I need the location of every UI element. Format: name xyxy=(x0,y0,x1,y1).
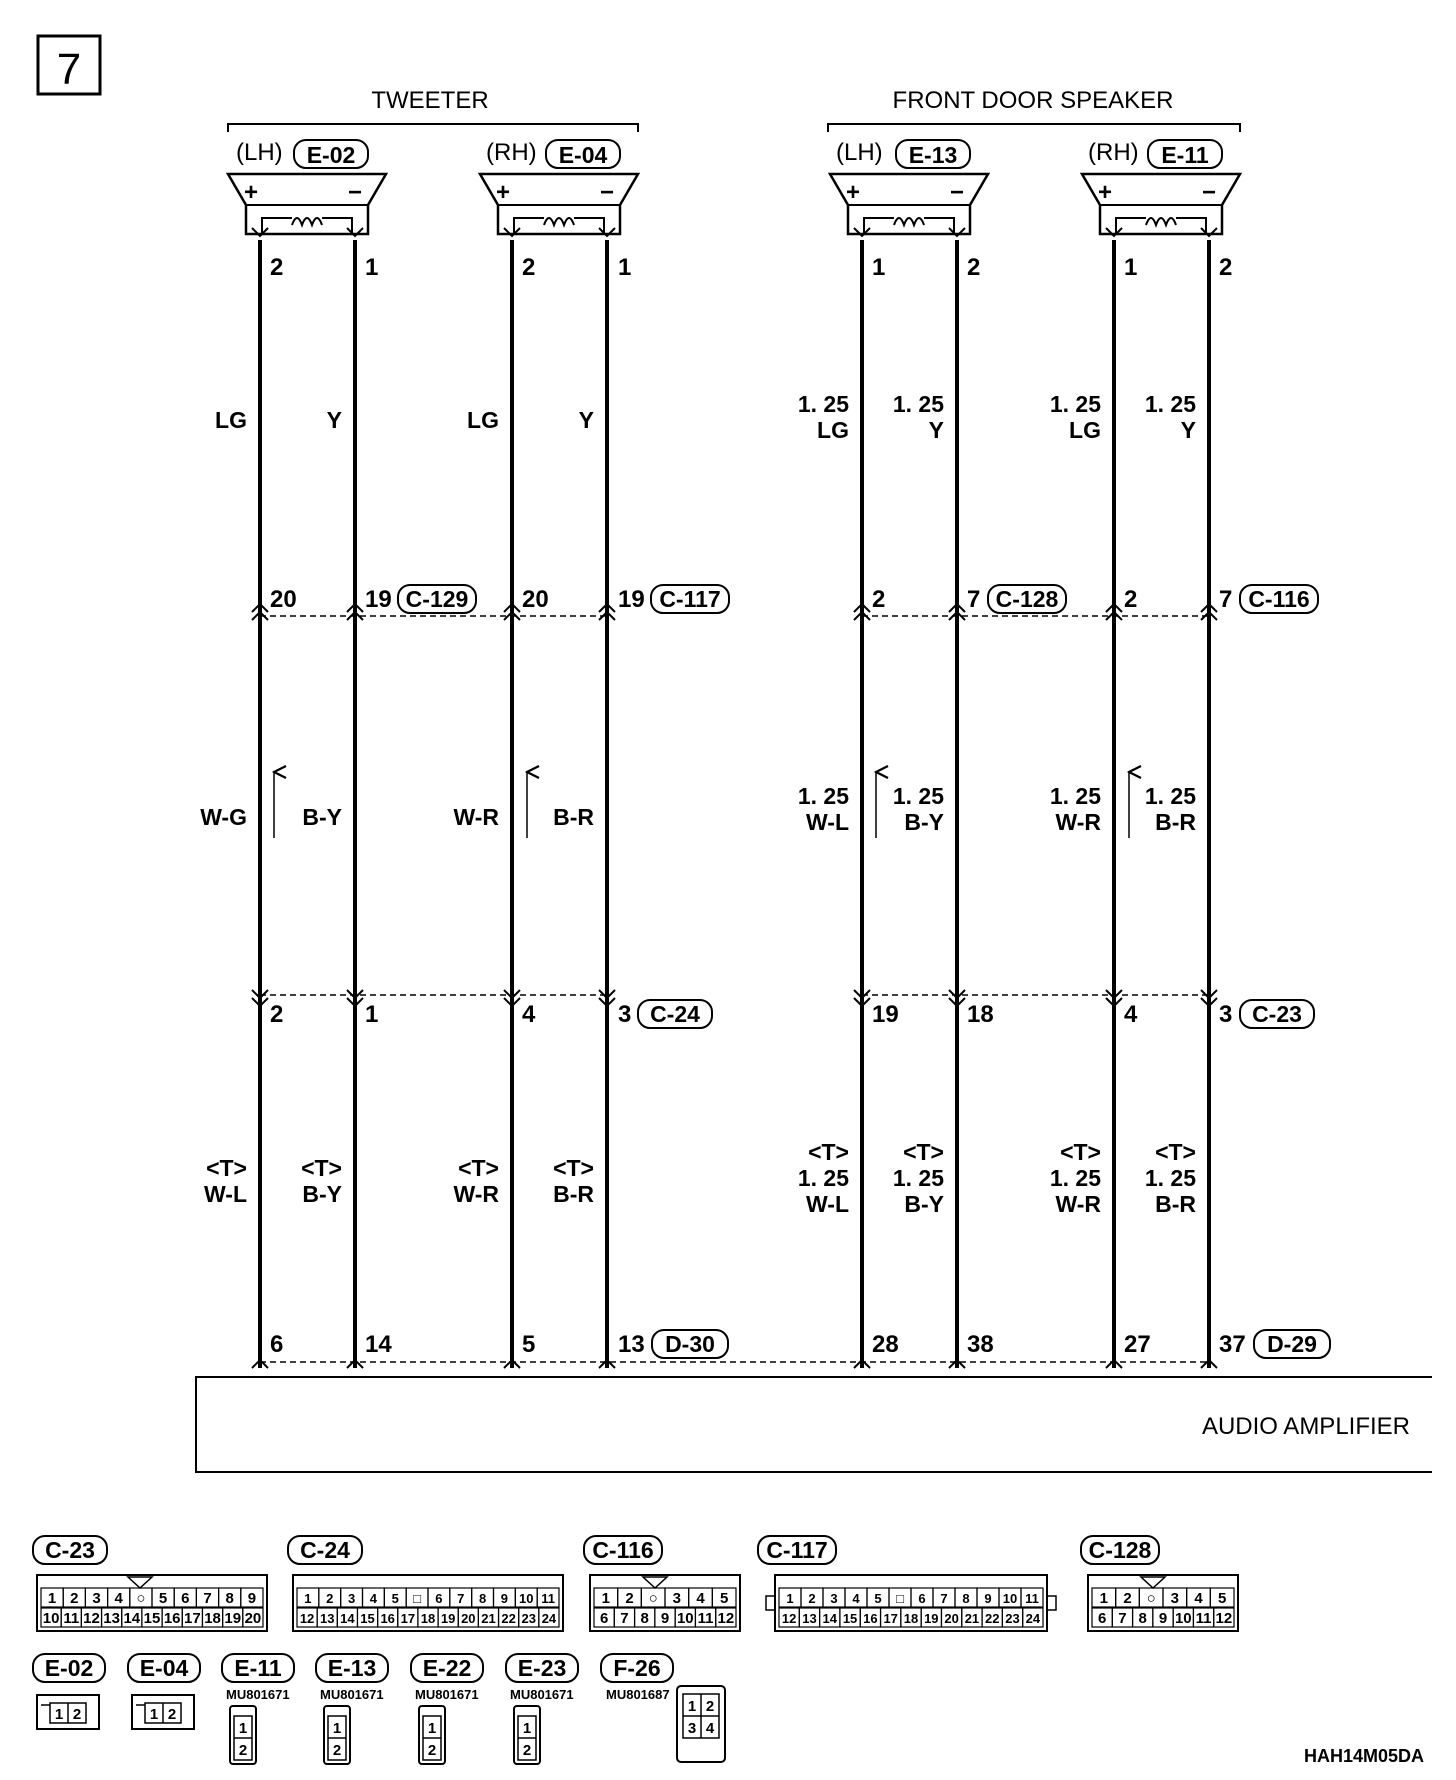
pin-cell: 3 xyxy=(687,1720,697,1737)
pin-cell: 2 xyxy=(808,1591,816,1606)
pin-cell: □ xyxy=(413,1591,422,1606)
pin-cell: 11 xyxy=(1195,1610,1212,1627)
wire-tag: <T> xyxy=(1155,1139,1196,1165)
wire-size: 1. 25 xyxy=(797,783,849,809)
junction-pin: 2 xyxy=(1124,586,1138,613)
pin-cell: 2 xyxy=(427,1742,437,1759)
wire-color: Y xyxy=(326,407,342,433)
pin-cell: 20 xyxy=(461,1611,476,1626)
pin-cell: 5 xyxy=(391,1591,399,1606)
part-number: MU801671 xyxy=(320,1687,384,1702)
amplifier-pin: 37 xyxy=(1219,1331,1246,1358)
amplifier-connector-tag: D-29 xyxy=(1267,1331,1317,1357)
pin-cell: 24 xyxy=(541,1611,557,1626)
pin-cell: 5 xyxy=(1217,1590,1227,1607)
part-number: MU801671 xyxy=(510,1687,574,1702)
wire-color: W-R xyxy=(1055,809,1101,835)
pin-cell: 15 xyxy=(360,1611,375,1626)
wire-color: Y xyxy=(1180,417,1196,443)
pin-cell: 9 xyxy=(500,1591,509,1606)
pin-cell: 11 xyxy=(1025,1591,1039,1606)
small-connector-name: F-26 xyxy=(613,1655,661,1681)
minus-sign: − xyxy=(950,179,965,206)
pin-cell: 14 xyxy=(822,1611,838,1626)
pin-cell: 16 xyxy=(863,1611,878,1626)
wire-size: 1. 25 xyxy=(1144,391,1196,417)
wire-color: LG xyxy=(467,407,499,433)
small-connector-e13 xyxy=(316,1654,388,1764)
plus-sign: + xyxy=(244,179,259,206)
part-number: MU801687 xyxy=(606,1687,670,1702)
pin-cell: 13 xyxy=(319,1611,335,1626)
wire-color: LG xyxy=(215,407,247,433)
pin-cell: 10 xyxy=(1174,1610,1192,1627)
amplifier-pin: 27 xyxy=(1124,1331,1151,1358)
small-connector-e11 xyxy=(222,1654,294,1764)
small-connector-name: E-13 xyxy=(327,1655,377,1681)
wire-color: W-R xyxy=(453,1181,499,1207)
wire-color: W-R xyxy=(453,804,499,830)
amplifier-pin: 38 xyxy=(967,1331,994,1358)
pin-cell: 1 xyxy=(427,1720,437,1737)
junction-connector-tag: C-116 xyxy=(1248,586,1310,612)
pin-cell: 8 xyxy=(962,1591,970,1606)
pin-cell: 9 xyxy=(660,1610,670,1627)
minus-sign: − xyxy=(348,179,363,206)
wire-tag: <T> xyxy=(553,1155,594,1181)
pin-cell: 6 xyxy=(181,1590,190,1607)
amplifier-pins xyxy=(270,1330,1330,1358)
pin-cell: 4 xyxy=(852,1591,860,1606)
junction-pin: 7 xyxy=(967,586,981,613)
pin-cell: 7 xyxy=(457,1591,465,1606)
pin-cell: 4 xyxy=(114,1590,123,1607)
wire-color: Y xyxy=(578,407,594,433)
junction-pin: 3 xyxy=(618,1001,632,1028)
pin-cell: 19 xyxy=(224,1610,242,1627)
wire-tag: <T> xyxy=(458,1155,499,1181)
wire-color: B-R xyxy=(1155,809,1196,835)
wire-color: W-L xyxy=(806,1191,849,1217)
group-tweeter xyxy=(228,87,638,132)
pin-cell: 8 xyxy=(478,1591,487,1606)
pin-cell: ○ xyxy=(648,1590,658,1607)
speaker-connector-tag: E-04 xyxy=(558,142,608,168)
speaker-connector-tag: E-13 xyxy=(908,142,958,168)
junction-pin: 4 xyxy=(522,1001,536,1028)
pin-cell: 9 xyxy=(984,1591,992,1606)
speaker-side-label: (LH) xyxy=(236,139,283,166)
pin-cell: 14 xyxy=(340,1611,355,1626)
pin-cell: 22 xyxy=(984,1611,1000,1626)
pin-cell: 10 xyxy=(1002,1591,1018,1606)
pin-cell: 23 xyxy=(1005,1611,1020,1626)
pin-cell: 6 xyxy=(1097,1610,1107,1627)
audio-amplifier-box xyxy=(196,1377,1432,1472)
pin-cell: 9 xyxy=(1158,1610,1168,1627)
pin-cell: 15 xyxy=(143,1610,161,1627)
junction-connector-tag: C-128 xyxy=(995,586,1059,612)
speaker-side-label: (RH) xyxy=(486,139,537,166)
junction1 xyxy=(270,585,1318,613)
amplifier-pin: 14 xyxy=(365,1331,392,1358)
speaker-e11 xyxy=(1082,139,1240,234)
pin-cell: 6 xyxy=(435,1591,443,1606)
wire-labels-low xyxy=(204,1139,1196,1217)
wire-tag: <T> xyxy=(1060,1139,1101,1165)
small-connector-f26 xyxy=(601,1654,725,1762)
pin-cell: 12 xyxy=(1215,1610,1233,1627)
plus-sign: + xyxy=(1098,179,1113,206)
small-connector-name: E-02 xyxy=(44,1655,94,1681)
speaker-connector-tag: E-02 xyxy=(306,142,356,168)
connector-view-c24 xyxy=(288,1536,563,1631)
audio-amplifier-label: AUDIO AMPLIFIER xyxy=(1201,1413,1410,1440)
pin-cell: 1 xyxy=(522,1720,532,1737)
group-label-tweeter: TWEETER xyxy=(371,87,489,114)
pin-cell: 9 xyxy=(247,1590,257,1607)
pin-cell: 4 xyxy=(1194,1590,1203,1607)
pin-cell: 1 xyxy=(47,1590,57,1607)
pin-cell: 17 xyxy=(184,1610,201,1627)
speaker-pin: 2 xyxy=(270,254,284,281)
wire-color: W-G xyxy=(200,804,247,830)
dashed-connector-lines xyxy=(260,616,1209,1362)
speaker-e13 xyxy=(830,139,988,234)
pin-cell: 10 xyxy=(42,1610,60,1627)
pin-cell: 2 xyxy=(326,1591,334,1606)
diagram-code: HAH14M05DA xyxy=(1303,1746,1424,1766)
amplifier-connector-tag: D-30 xyxy=(665,1331,715,1357)
wire-size: 1. 25 xyxy=(892,1165,944,1191)
pin-cell: 3 xyxy=(672,1590,682,1607)
connector-view-c116 xyxy=(584,1536,740,1631)
junction2 xyxy=(270,1000,1314,1028)
pin-cell: 5 xyxy=(719,1590,729,1607)
small-connector-name: E-22 xyxy=(422,1655,472,1681)
pin-cell: 5 xyxy=(158,1590,168,1607)
amplifier-pin: 5 xyxy=(522,1331,536,1358)
pin-cell: 8 xyxy=(225,1590,234,1607)
speaker-e02 xyxy=(228,139,386,234)
wire-color: W-L xyxy=(806,809,849,835)
pin-cell: 17 xyxy=(883,1611,898,1626)
wire-color: B-R xyxy=(553,804,594,830)
connector-view-c128 xyxy=(1081,1536,1238,1631)
pin-cell: 1 xyxy=(238,1720,248,1737)
pin-cell: 19 xyxy=(440,1611,456,1626)
speaker-side-label: (RH) xyxy=(1088,139,1139,166)
pin-cell: 1 xyxy=(1099,1590,1109,1607)
wire-size: 1. 25 xyxy=(892,391,944,417)
wire-labels-mid xyxy=(200,772,1196,838)
wire-color: B-Y xyxy=(904,1191,944,1217)
part-number: MU801671 xyxy=(415,1687,479,1702)
pin-cell: 1 xyxy=(304,1591,312,1606)
pin-cell: 15 xyxy=(842,1611,858,1626)
pin-cell: 2 xyxy=(1123,1590,1132,1607)
pin-cell: 4 xyxy=(369,1591,378,1606)
pin-cell: 6 xyxy=(599,1610,609,1627)
pin-cell: 16 xyxy=(380,1611,395,1626)
pin-cell: 19 xyxy=(924,1611,939,1626)
pin-cell: 18 xyxy=(903,1611,919,1626)
speaker-e04 xyxy=(480,139,638,234)
pin-cell: 6 xyxy=(918,1591,926,1606)
wire-color: B-R xyxy=(553,1181,594,1207)
small-connector-name: E-04 xyxy=(139,1655,189,1681)
page-number-box xyxy=(38,36,100,94)
wire-tag: <T> xyxy=(206,1155,247,1181)
pin-cell: 2 xyxy=(238,1742,248,1759)
wire-color: W-R xyxy=(1055,1191,1101,1217)
pin-cell: 2 xyxy=(72,1706,82,1723)
junction-connector-tag: C-24 xyxy=(650,1001,700,1027)
small-connector-name: E-23 xyxy=(517,1655,567,1681)
connector-view-name: C-117 xyxy=(766,1537,828,1563)
junction-pin: 1 xyxy=(365,1001,379,1028)
junction-pin: 2 xyxy=(872,586,886,613)
pin-cell: 11 xyxy=(541,1591,555,1606)
page-number: 7 xyxy=(56,45,82,94)
wire-color: B-Y xyxy=(302,804,342,830)
pin-cell: 5 xyxy=(874,1591,882,1606)
junction-pin: 18 xyxy=(967,1001,994,1028)
pin-cell: 1 xyxy=(687,1698,697,1715)
connector-view-name: C-116 xyxy=(592,1537,654,1563)
pin-cell: 10 xyxy=(676,1610,694,1627)
pin-cell: 23 xyxy=(521,1611,537,1626)
pin-cell: 3 xyxy=(92,1590,101,1607)
pin-cell: ○ xyxy=(1146,1590,1156,1607)
pin-cell: 12 xyxy=(83,1610,100,1627)
junction-pin: 19 xyxy=(618,586,645,613)
wire-size: 1. 25 xyxy=(1144,1165,1196,1191)
junction-pin: 4 xyxy=(1124,1001,1138,1028)
connector-view-c23 xyxy=(33,1536,267,1631)
pin-cell: 8 xyxy=(640,1610,649,1627)
small-connector-e22 xyxy=(411,1654,483,1764)
junction-pin: 20 xyxy=(270,586,297,613)
plus-sign: + xyxy=(846,179,861,206)
plus-sign: + xyxy=(496,179,511,206)
wire-color: B-R xyxy=(1155,1191,1196,1217)
wire-tag: <T> xyxy=(808,1139,849,1165)
connector-view-c117 xyxy=(758,1536,1056,1631)
speaker-pin: 2 xyxy=(967,254,981,281)
junction-connector-tag: C-129 xyxy=(405,586,469,612)
junction-connector-tag: C-23 xyxy=(1252,1001,1302,1027)
pin-cell: 1 xyxy=(786,1591,794,1606)
pin-cell: 2 xyxy=(70,1590,79,1607)
speaker-pin: 1 xyxy=(872,254,886,281)
pin-cell: 2 xyxy=(522,1742,532,1759)
wire-labels-top xyxy=(215,391,1196,443)
junction-pin: 19 xyxy=(872,1001,899,1028)
pin-cell: 1 xyxy=(332,1720,342,1737)
pin-cell: 2 xyxy=(167,1706,177,1723)
pin-cell: 20 xyxy=(244,1610,262,1627)
wire-size: 1. 25 xyxy=(1049,1165,1101,1191)
pin-cell: 12 xyxy=(299,1611,315,1626)
junction-pin: 3 xyxy=(1219,1001,1233,1028)
pin-cell: 8 xyxy=(1138,1610,1147,1627)
pin-cell: 18 xyxy=(420,1611,436,1626)
pin-cell: 22 xyxy=(501,1611,516,1626)
pin-cell: 7 xyxy=(620,1610,629,1627)
pin-cell: 3 xyxy=(1170,1590,1180,1607)
speaker-pin: 1 xyxy=(365,254,379,281)
speaker-side-label: (LH) xyxy=(836,139,883,166)
pin-cell: 18 xyxy=(204,1610,221,1627)
pin-cell: 11 xyxy=(697,1610,714,1627)
wire-size: 1. 25 xyxy=(797,391,849,417)
wire-color: W-L xyxy=(204,1181,247,1207)
wire-color: B-Y xyxy=(302,1181,342,1207)
wire-size: 1. 25 xyxy=(1049,391,1101,417)
connector-view-name: C-128 xyxy=(1088,1537,1152,1563)
pin-cell: 2 xyxy=(625,1590,634,1607)
part-number: MU801671 xyxy=(226,1687,290,1702)
wire-color: LG xyxy=(817,417,849,443)
pin-cell: 2 xyxy=(705,1698,715,1715)
amplifier-pin: 6 xyxy=(270,1331,284,1358)
pin-cell: 12 xyxy=(717,1610,735,1627)
wire-tag: <T> xyxy=(903,1139,944,1165)
small-connector-e02 xyxy=(33,1654,105,1729)
speaker-connector-tag: E-11 xyxy=(1161,142,1209,168)
pin-cell: 13 xyxy=(802,1611,817,1626)
pin-cell: 21 xyxy=(964,1611,980,1626)
pin-cell: 2 xyxy=(332,1742,342,1759)
small-connector-name: E-11 xyxy=(234,1655,282,1681)
pin-cell: 13 xyxy=(103,1610,120,1627)
minus-sign: − xyxy=(600,179,615,206)
wire-color: B-Y xyxy=(904,809,944,835)
pin-cell: 14 xyxy=(123,1610,141,1627)
pin-cell: 10 xyxy=(519,1591,534,1606)
amplifier-pin: 13 xyxy=(618,1331,645,1358)
pin-cell: 7 xyxy=(940,1591,948,1606)
junction-pin: 7 xyxy=(1219,586,1233,613)
junction-connector-tag: C-117 xyxy=(659,586,721,612)
pin-cell: 21 xyxy=(481,1611,496,1626)
wire-size: 1. 25 xyxy=(797,1165,849,1191)
speaker-pin: 1 xyxy=(618,254,632,281)
wire-size: 1. 25 xyxy=(892,783,944,809)
group-label-front-door-speaker: FRONT DOOR SPEAKER xyxy=(892,87,1174,114)
pin-cell: 4 xyxy=(696,1590,705,1607)
connector-view-name: C-23 xyxy=(45,1537,95,1563)
pin-cell: 3 xyxy=(830,1591,838,1606)
junction-pin: 2 xyxy=(270,1001,284,1028)
small-connector-e23 xyxy=(506,1654,578,1764)
speaker-pin: 2 xyxy=(522,254,536,281)
pin-cell: 20 xyxy=(944,1611,959,1626)
pin-cell: 16 xyxy=(163,1610,181,1627)
pin-cell: 12 xyxy=(781,1611,797,1626)
pin-cell: 17 xyxy=(400,1611,416,1626)
minus-sign: − xyxy=(1202,179,1217,206)
pin-cell: 11 xyxy=(63,1610,80,1627)
amplifier-pin: 28 xyxy=(872,1331,899,1358)
speaker-pin: 1 xyxy=(1124,254,1138,281)
connector-view-name: C-24 xyxy=(300,1537,350,1563)
small-connector-e04 xyxy=(128,1654,200,1729)
pin-cell: 7 xyxy=(1118,1610,1127,1627)
wire-color: LG xyxy=(1069,417,1101,443)
pin-cell: 7 xyxy=(203,1590,212,1607)
pin-cell: ○ xyxy=(136,1590,146,1607)
wire-tag: <T> xyxy=(301,1155,342,1181)
pin-cell: 1 xyxy=(54,1706,64,1723)
pin-cell: □ xyxy=(896,1591,904,1606)
wire-color: Y xyxy=(928,417,944,443)
pin-cell: 4 xyxy=(705,1720,715,1737)
group-front-door-speaker xyxy=(828,87,1240,132)
speaker-pins xyxy=(270,254,1232,281)
wire-size: 1. 25 xyxy=(1144,783,1196,809)
junction-pin: 20 xyxy=(522,586,549,613)
speaker-pin: 2 xyxy=(1219,254,1233,281)
junction-pin: 19 xyxy=(365,586,392,613)
pin-cell: 24 xyxy=(1025,1611,1041,1626)
wire-size: 1. 25 xyxy=(1049,783,1101,809)
pin-cell: 1 xyxy=(601,1590,611,1607)
pin-cell: 1 xyxy=(149,1706,159,1723)
pin-cell: 3 xyxy=(347,1591,356,1606)
